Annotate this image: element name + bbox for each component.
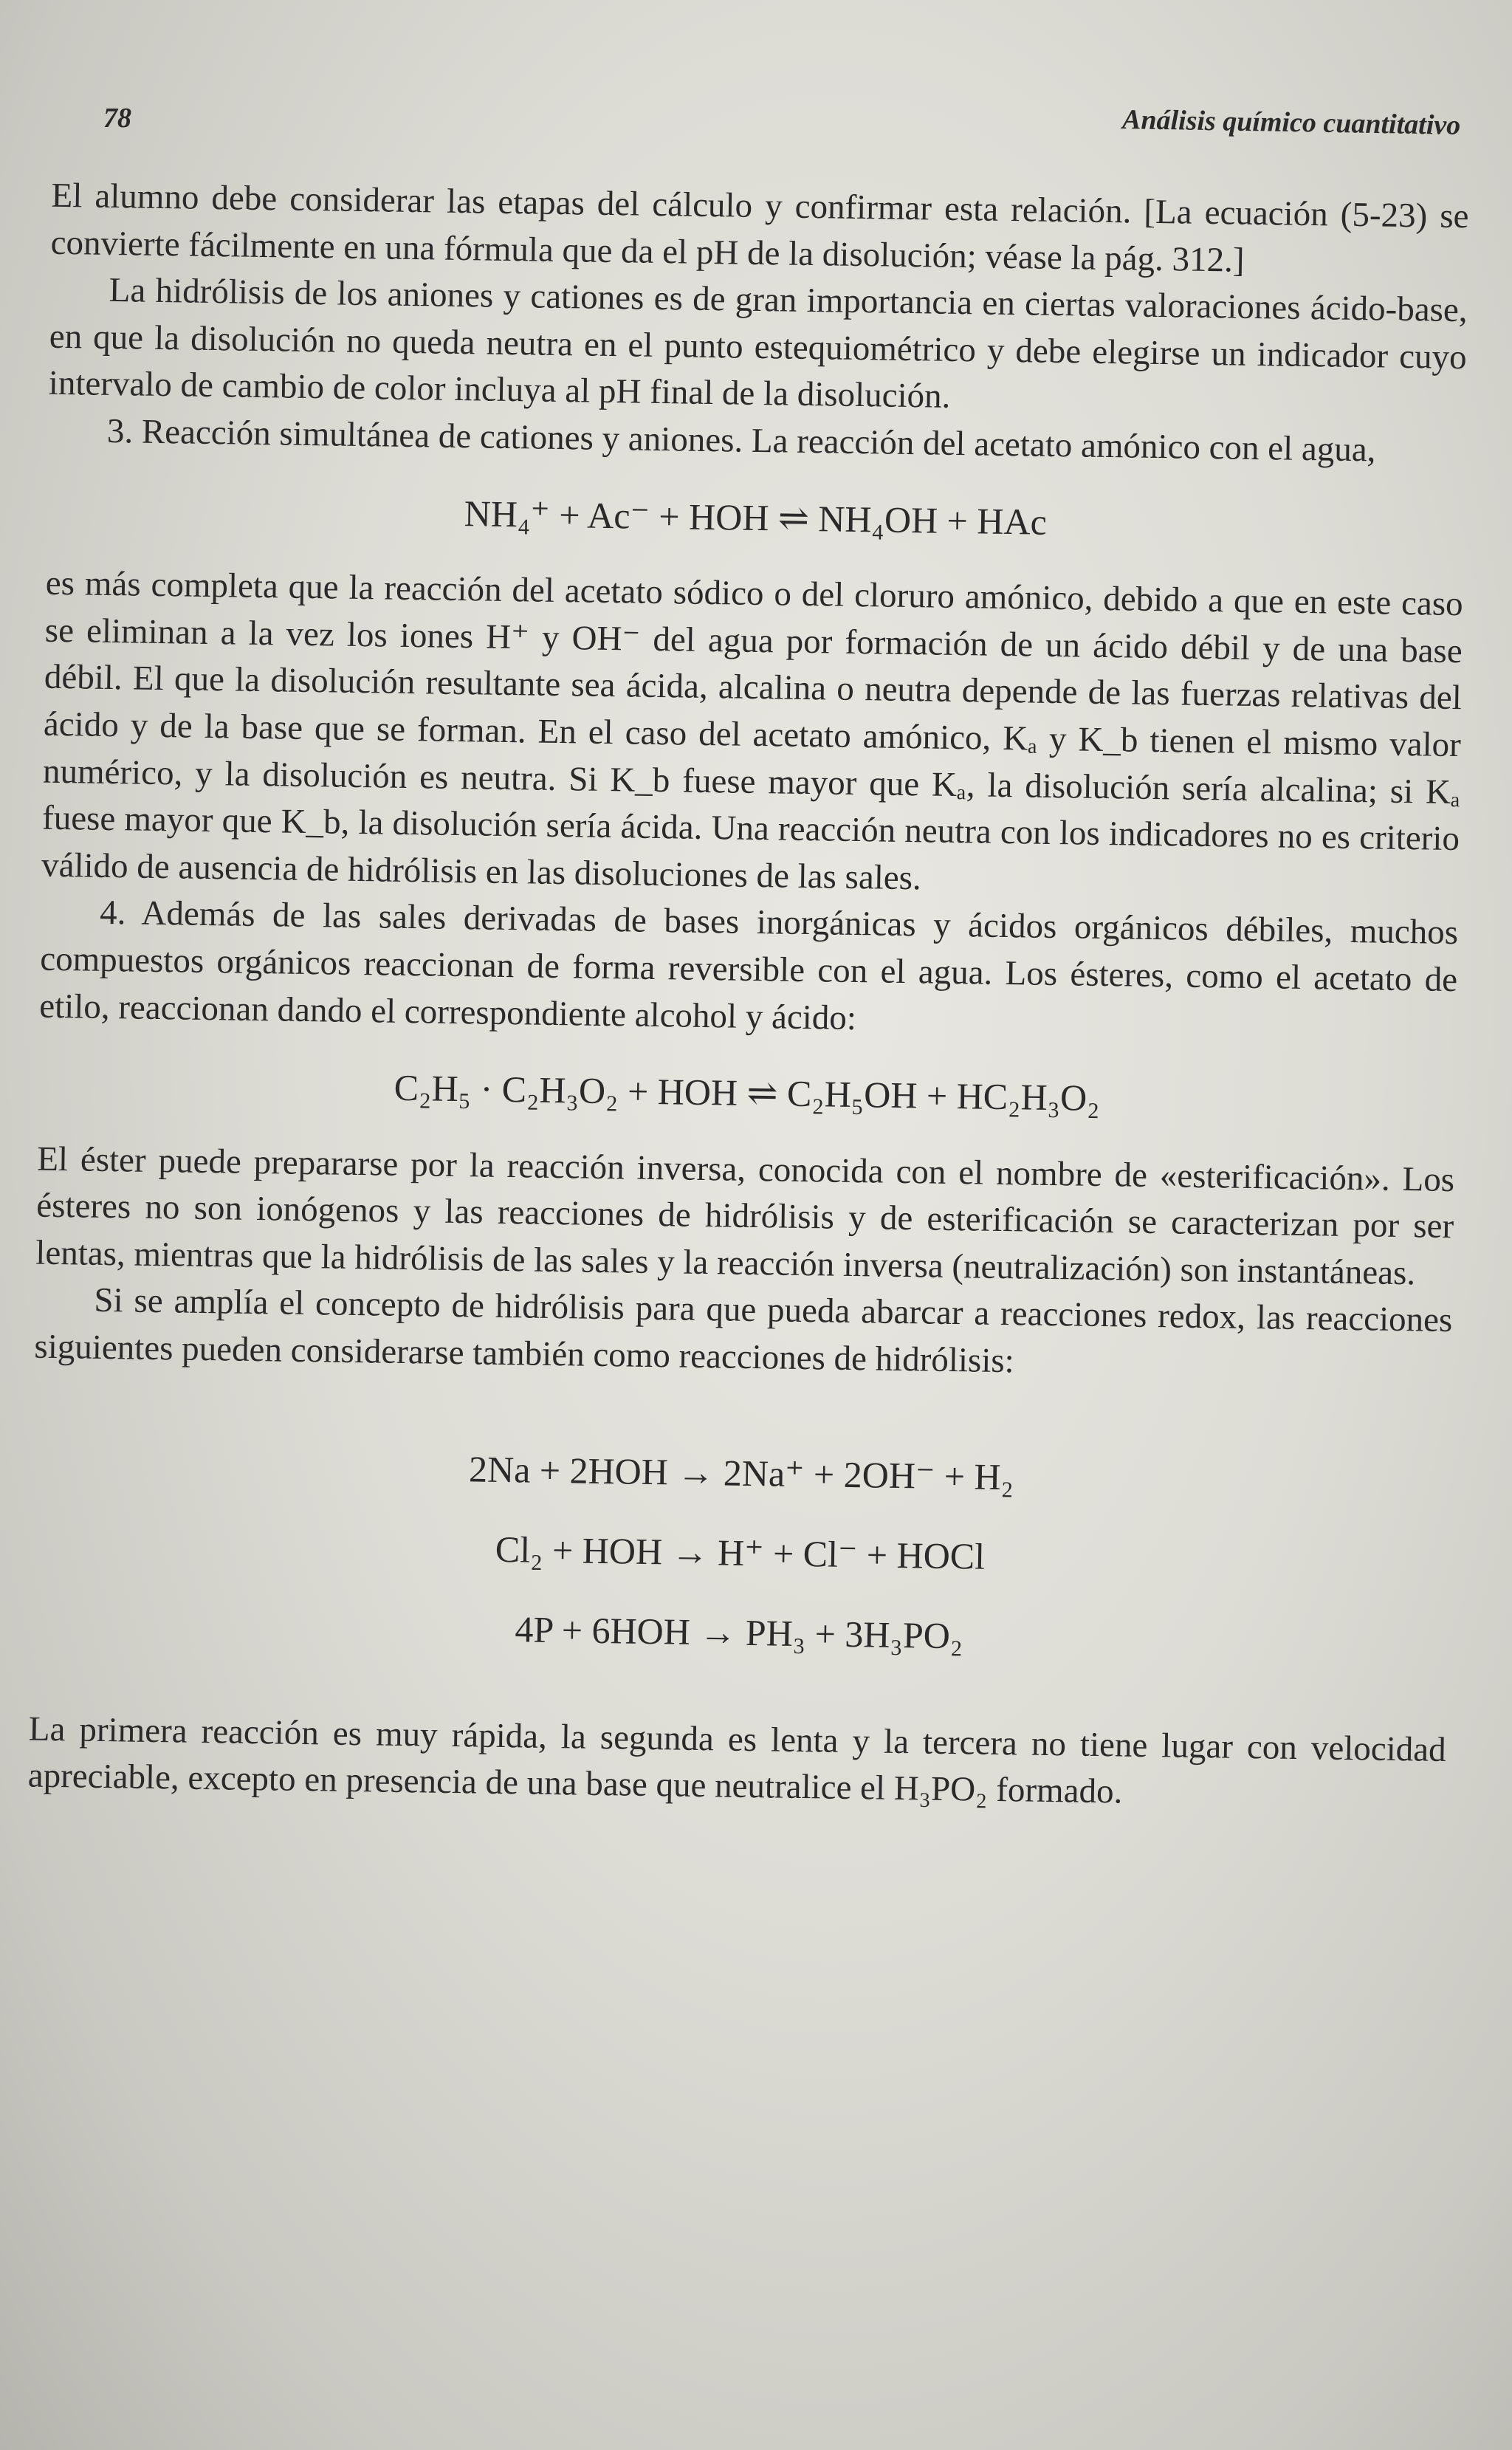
page-header: [103, 102, 1460, 146]
equation: NH₄⁺ + Ac⁻ + HOH ⇌ NH₄OH + HAc: [464, 492, 1048, 543]
paragraph: 3. Reacción simultánea de cationes y aniones. La reacción del acetato amónico con el agua,: [106, 411, 1376, 470]
paragraph: El éster puede prepararse por la reacción inversa, conocida con el nombre de «esterificación». Los ésteres no son ionógenos y las reacciones de hidrólisis y de esterificación se caracterizan por ser lentas, mientras que la hidrólisis de las sales y la reacción inversa (neutralización) son instantáneas.: [35, 1139, 1455, 1293]
equation-group: [30, 1422, 1451, 1682]
paragraph: El alumno debe considerar las etapas del cálculo y confirmar esta relación. [La ecuación (5-23) se convierte fácilmente en una fórmula que da el pH de la disolución; véase la pág. 312.]: [50, 176, 1469, 280]
paragraph: La primera reacción es muy rápida, la segunda es lenta y la tercera no tiene lugar con velocidad apreciable, excepto en presencia de una base que neutralice el H₃PO₂ formado.: [27, 1709, 1447, 1811]
running-head: Análisis químico cuantitativo: [1121, 104, 1461, 141]
equation: 4P + 6HOH → PH₃ + 3H₃PO₂: [515, 1607, 963, 1656]
equation: 2Na + 2HOH → 2Na⁺ + 2OH⁻ + H₂: [468, 1447, 1014, 1497]
paragraph: 4. Además de las sales derivadas de bases inorgánicas y ácidos orgánicos débiles, muchos compuestos orgánicos reaccionan de forma reversible con el agua. Los ésteres, como el acetato de etilo, reaccionan dando el correspondiente alcohol y ácido:: [38, 893, 1459, 1037]
page-body: [27, 173, 1468, 1821]
equation: C₂H₅ · C₂H₃O₂ + HOH ⇌ C₂H₅OH + HC₂H₃O₂: [394, 1066, 1101, 1119]
paragraph: La hidrólisis de los aniones y cationes es de gran importancia en ciertas valoraciones ácido-base, en que la disolución no queda neutra en el punto estequiométrico y debe elegirse un indicador cuyo intervalo de cambio de color incluya al pH final de la disolución.: [48, 271, 1468, 416]
paragraph: Si se amplía el concepto de hidrólisis para que pueda abarcar a reacciones redox, las reacciones siguientes pueden considerarse también como reacciones de hidrólisis:: [34, 1281, 1453, 1381]
paragraph: es más completa que la reacción del acetato sódico o del cloruro amónico, debido a que en este caso se eliminan a la vez los iones H⁺ y OH⁻ del agua por formación de un ácido débil y de una base débil. El que la disolución resultante sea ácida, alcalina o neutra depende de las fuerzas relativas del ácido y de la base que se forman. En el caso del acetato amónico, Kₐ y K_b tienen el mismo valor numérico, y la disolución es neutra. Si K_b fuese mayor que Kₐ, la disolución sería alcalina; si Kₐ fuese mayor que K_b, la disolución sería ácida. Una reacción neutra con los indicadores no es criterio válido de ausencia de hidrólisis en las disoluciones de las sales.: [41, 563, 1464, 898]
equation: Cl₂ + HOH → H⁺ + Cl⁻ + HOCl: [495, 1528, 986, 1577]
page-number: 78: [103, 103, 131, 134]
